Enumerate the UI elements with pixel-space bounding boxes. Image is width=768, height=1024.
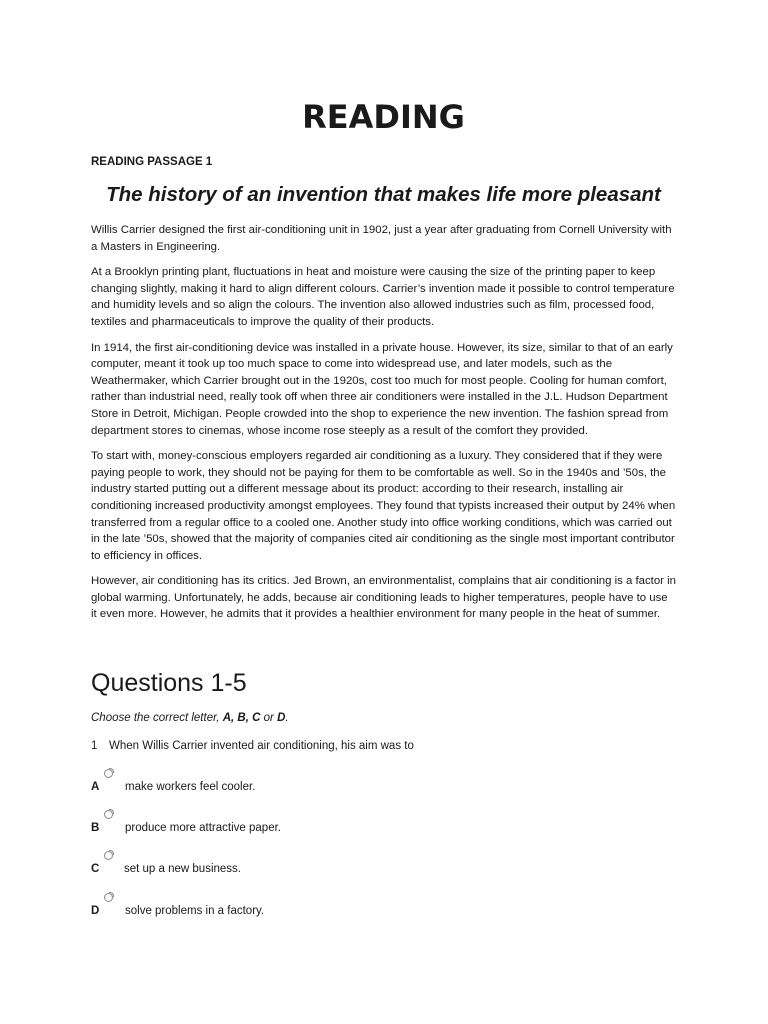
question-number: 1	[91, 740, 98, 752]
instruction-letter-c: C	[252, 712, 261, 724]
option-d[interactable]	[91, 893, 491, 927]
instruction-letter-d: D	[277, 712, 286, 724]
questions-heading: Questions 1-5	[91, 669, 247, 697]
instruction-letter-b: B,	[237, 712, 249, 724]
option-text: solve problems in a factory.	[125, 905, 265, 917]
option-text: make workers feel cooler.	[125, 781, 256, 793]
passage-paragraph-2: At a Brooklyn printing plant, fluctuations in heat and moisture were causing the size of the printing paper to keep changing slightly, making it hard to align different colours. Carrier’s invention made it possible to control temperature and humidity levels and so align the colours. The invention also allowed industries such as film, processed food, textiles and pharmaceuticals to improve the quality of their products.	[91, 266, 675, 328]
questions-instruction	[91, 712, 289, 724]
radio-icon[interactable]	[104, 893, 113, 902]
option-a[interactable]	[91, 769, 491, 803]
instruction-or: or	[263, 712, 274, 724]
instruction-period: .	[285, 712, 289, 724]
question-text: When Willis Carrier invented air conditioning, his aim was to	[109, 740, 414, 752]
option-b[interactable]	[91, 810, 491, 844]
option-text: set up a new business.	[124, 863, 241, 875]
passage-paragraph-1: Willis Carrier designed the first air-conditioning unit in 1902, just a year after graduating from Cornell University with a Masters in Engineering.	[91, 224, 672, 253]
passage-paragraph-3: In 1914, the first air-conditioning device was installed in a private house. However, its size, similar to that of an early computer, meant it took up too much space to come into widespread use, and later models, such as the Weathermaker, which Carrier brought out in the 1920s, cost too much for most people. Cooling for human comfort, rather than industrial need, really took off when three air conditioners were installed in the J.L. Hudson Department Store in Detroit, Michigan. People crowded into the shop to experience the new invention. The fashion spread from department stores to cinemas, whose income rose steeply as a result of the comfort they provided.	[91, 341, 673, 437]
option-letter: C	[91, 863, 100, 875]
passage-label: READING PASSAGE 1	[91, 156, 213, 168]
option-letter: D	[91, 905, 100, 917]
instruction-text: Choose the correct letter,	[91, 712, 223, 724]
passage-body	[91, 222, 676, 632]
radio-icon[interactable]	[104, 851, 113, 860]
question-1-stem	[91, 740, 414, 752]
instruction-letter-a: A,	[222, 712, 235, 724]
passage-paragraph-4: To start with, money-conscious employers regarded air conditioning as a luxury. They considered that if they were paying people to work, they should not be paying for them to be comfortable as well. So in the 1940s and ’50s, the industry started putting out a different message about its product: according to their research, installing air conditioning increased productivity amongst employees. They found that typists increased their output by 24% when transferred from a regular office to a cooled one. Another study into office working conditions, which was carried out in the late ’50s, showed that the majority of companies cited air conditioning as the single most important contributor to efficiency in offices.	[91, 450, 676, 562]
option-letter: A	[91, 781, 100, 793]
radio-icon[interactable]	[104, 810, 113, 819]
radio-icon[interactable]	[104, 769, 113, 778]
option-text: produce more attractive paper.	[125, 822, 281, 834]
page-title: READING	[302, 98, 465, 136]
option-letter: B	[91, 822, 100, 834]
passage-paragraph-5: However, air conditioning has its critics. Jed Brown, an environmentalist, complains that air conditioning is a factor in global warming. Unfortunately, he adds, because air conditioning leads to higher temperatures, people have to use it even more. However, he admits that it provides a healthier environment for many people in the heat of summer.	[91, 575, 676, 621]
option-c[interactable]	[91, 851, 491, 885]
passage-title: The history of an invention that makes life more pleasant	[106, 183, 661, 206]
